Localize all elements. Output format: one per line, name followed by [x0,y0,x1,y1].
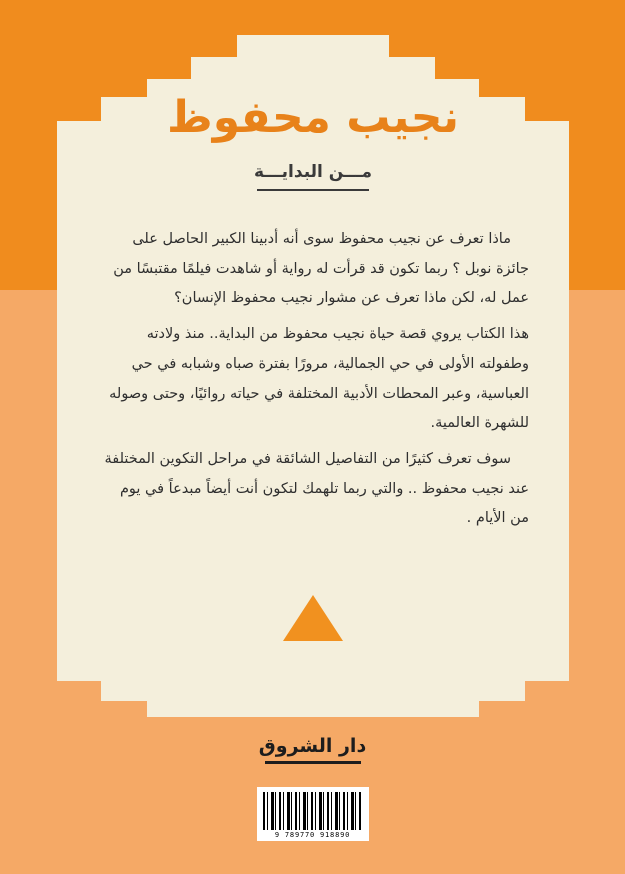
barcode [257,787,369,841]
author-name: نجيب محفوظ [167,92,459,143]
barcode-bars-icon [263,792,363,830]
back-cover-blurb [97,225,529,534]
cover-panel [57,35,569,713]
publisher-name: دار الشروق [258,735,367,757]
title-block [57,93,569,191]
book-title: مـــن البدايـــة [253,161,373,182]
blurb-paragraph: هذا الكتاب يروي قصة حياة نجيب محفوظ من البداية.. منذ ولادته وطفولته الأولى في حي الجمالية، مرورًا بفترة صباه وشبابه في حي العباسية، وعبر المحطات الأدبية المختلفة في حياته روائيًا، وحتى وصوله للشهرة العالمية. [109,326,529,432]
title-underline [257,189,369,191]
barcode-number: 9 789770 918890 [274,831,351,839]
blurb-paragraph: ماذا تعرف عن نجيب محفوظ سوى أنه أدبينا الكبير الحاصل على جائزة نوبل ؟ ربما تكون قد قرأت له رواية أو شاهدت فيلمًا مقتبسًا من عمل له، لكن ماذا تعرف عن مشوار نجيب محفوظ الإنسان؟ [113,231,529,307]
panel-step-bottom-2 [147,695,479,717]
publisher-block [0,735,625,764]
blurb-paragraph: سوف تعرف كثيرًا من التفاصيل الشائقة في مراحل التكوين المختلفة عند نجيب محفوظ .. والتي ربما تلهمك لتكون أنت أيضاً مبدعاً في يوم من الأيام . [104,451,529,527]
publisher-underline [265,761,361,764]
triangle-ornament-icon [283,595,343,641]
